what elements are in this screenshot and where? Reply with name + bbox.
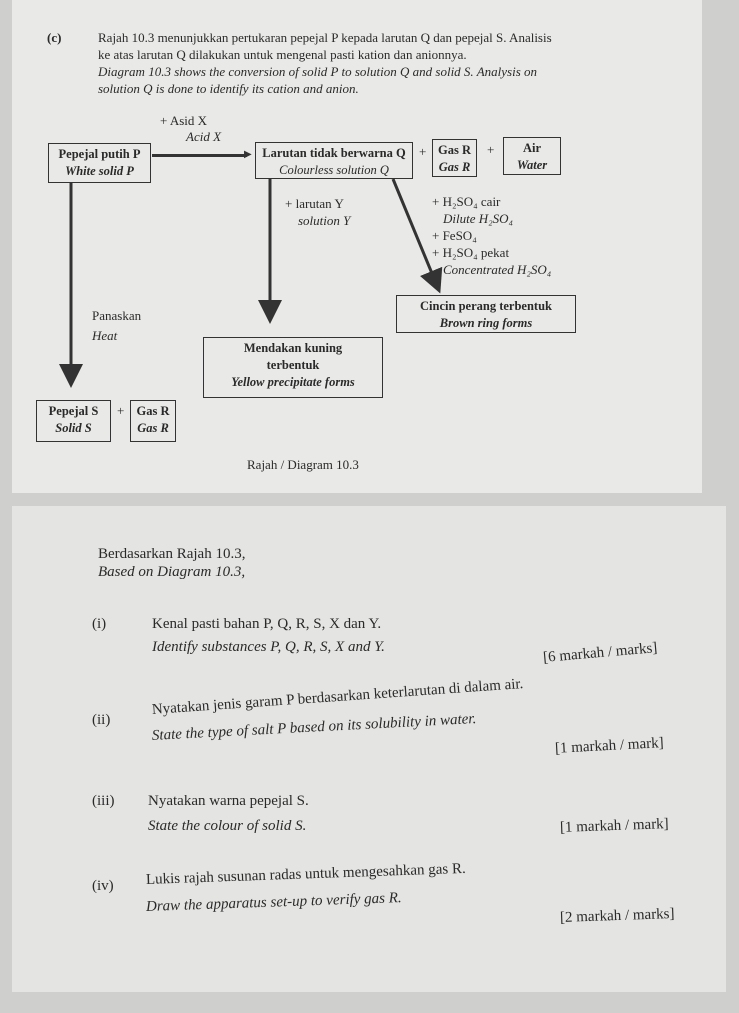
dilute-acid-ms: + H₂SO₄ cair [432,194,501,209]
part-text-en: Draw the apparatus set-up to verify gas R. [145,890,402,915]
part-text-en: State the colour of solid S. [148,818,307,834]
solution-y-ms: + larutan Y [285,196,344,211]
solid-s-box [36,400,111,442]
acid-label-en: Acid X [186,129,222,144]
water-ms: Air [522,141,542,155]
water-en: Water [516,158,548,172]
brown-ring-box [396,295,576,333]
gas-r-en: Gas R [438,160,471,174]
part-label: (i) [92,616,107,632]
question-text-en-2: solution Q is done to identify its cation and anion. [98,81,359,96]
yellow-en: Yellow precipitate forms [231,375,355,389]
gas-r-ms: Gas R [438,143,471,157]
gas-r-en: Gas R [137,421,169,435]
question-text-ms-2: ke atas larutan Q dilakukan untuk mengenal pasti kation dan anionnya. [98,47,467,62]
heat-ms: Panaskan [92,308,142,323]
intro-ms: Berdasarkan Rajah 10.3, [98,546,246,562]
solution-q-en: Colourless solution Q [279,163,389,177]
part-marks: [1 markah / mark] [559,816,669,836]
part-marks: [2 markah / marks] [559,906,675,926]
plus-sign: + [487,142,495,157]
diagram-caption: Rajah / Diagram 10.3 [247,457,359,472]
part-marks: [6 markah / marks] [542,640,658,666]
solution-q-ms: Larutan tidak berwarna Q [262,146,406,160]
part-text-ms: Nyatakan warna pepejal S. [148,793,309,809]
gas-r-ms: Gas R [136,404,170,418]
plus-sign: + [419,144,427,159]
dilute-acid-en: Dilute H₂SO₄ [443,211,514,226]
yellow-ms-1: Mendakan kuning [243,341,343,355]
question-label: (c) [47,30,62,45]
part-text-ms: Lukis rajah susunan radas untuk mengesahkan gas R. [145,860,467,888]
brown-ring-en: Brown ring forms [439,316,533,330]
acid-label-ms: + Asid X [160,113,208,128]
intro-en: Based on Diagram 10.3, [98,564,246,580]
part-marks: [1 markah / mark] [554,735,665,757]
gas-r-box-2 [130,400,176,442]
part-label: (iv) [92,878,114,894]
feso4-label: + FeSO₄ [432,228,477,243]
plus-sign: + [117,403,125,418]
part-text-ms: Kenal pasti bahan P, Q, R, S, X dan Y. [152,616,382,632]
question-text-en-1: Diagram 10.3 shows the conversion of solid P to solution Q and solid S. Analysis on [98,64,538,79]
part-text-en: State the type of salt P based on its solubility in water. [151,711,477,744]
part-text-en: Identify substances P, Q, R, S, X and Y. [152,639,385,655]
conc-acid-en: Concentrated H₂SO₄ [443,262,552,277]
arrowhead-icon: ▶ [244,149,252,160]
part-text-ms: Nyatakan jenis garam P berdasarkan keterlarutan di dalam air. [151,676,524,718]
question-text-ms-1: Rajah 10.3 menunjukkan pertukaran pepejal P kepada larutan Q dan pepejal S. Analisis [98,30,552,45]
solid-p-en: White solid P [65,164,134,178]
solid-s-en: Solid S [55,421,92,435]
solution-y-en: solution Y [298,213,351,228]
part-label: (iii) [92,793,115,809]
conc-acid-ms: + H₂SO₄ pekat [432,245,510,260]
solid-p-ms: Pepejal putih P [58,147,141,161]
yellow-precipitate-box [203,337,383,398]
yellow-ms-2: terbentuk [266,358,320,372]
solid-s-ms: Pepejal S [48,404,99,418]
brown-ring-ms: Cincin perang terbentuk [420,299,552,313]
part-label: (ii) [92,712,111,728]
heat-en: Heat [92,328,118,343]
